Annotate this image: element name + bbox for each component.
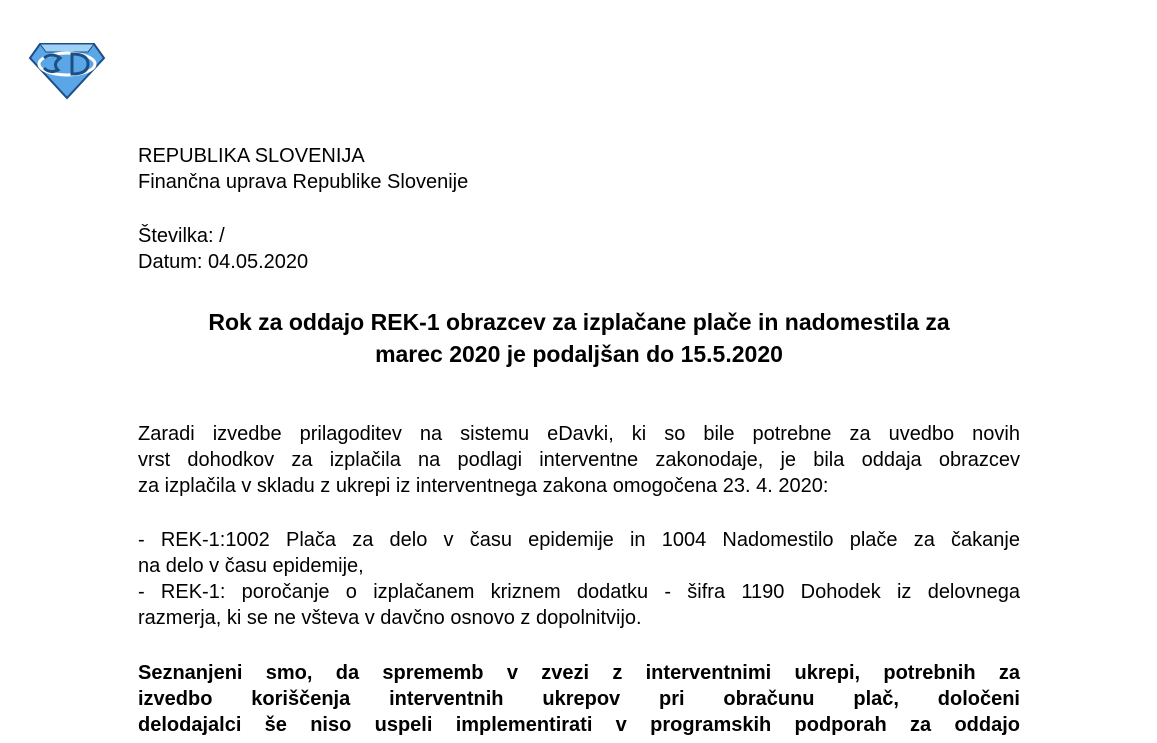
title-line-2: marec 2020 je podaljšan do 15.5.2020 [375,341,783,367]
document-meta [138,223,1020,275]
title-line-1: Rok za oddajo REK-1 obrazcev za izplačane plače in nadomestila za [208,309,950,335]
rek-list [138,527,1020,631]
document-number: Številka: / [138,225,225,247]
header [138,143,1020,195]
list-item-1-line-1: - REK-1:1002 Plača za delo v času epidemije in 1004 Nadomestilo plače za čakanje [138,529,1020,551]
logo [28,40,106,100]
list-item-1-line-2: na delo v času epidemije, [138,555,364,577]
document-title [138,306,1020,370]
intro-line-2: vrst dohodkov za izplačila na podlagi interventne zakonodaje, je bila oddaja obrazcev [138,449,1020,471]
intro-line-3: za izplačila v skladu z ukrepi iz interventnega zakona omogočena 23. 4. 2020: [138,475,829,497]
intro-line-1: Zaradi izvedbe prilagoditev na sistemu eDavki, ki so bile potrebne za uvedbo novih [138,423,1020,445]
notice-line-2: izvedbo koriščenja interventnih ukrepov pri obračunu plač, določeni [138,688,1020,710]
header-line-republic: REPUBLIKA SLOVENIJA [138,145,365,167]
intro-paragraph [138,421,1020,499]
list-item-2-line-1: - REK-1: poročanje o izplačanem kriznem dodatku - šifra 1190 Dohodek iz delovnega [138,581,1020,603]
notice-line-1: Seznanjeni smo, da sprememb v zvezi z interventnimi ukrepi, potrebnih za [138,662,1020,684]
document-date: Datum: 04.05.2020 [138,251,309,273]
list-item-2-line-2: razmerja, ki se ne všteva v davčno osnovo z dopolnitvijo. [138,607,642,629]
fu-diamond-logo-icon [28,40,106,100]
notice-line-3: delodajalci še niso uspeli implementirati v programskih podporah za oddajo [138,714,1020,736]
header-line-agency: Finančna uprava Republike Slovenije [138,171,469,193]
notice-paragraph [138,660,1020,738]
